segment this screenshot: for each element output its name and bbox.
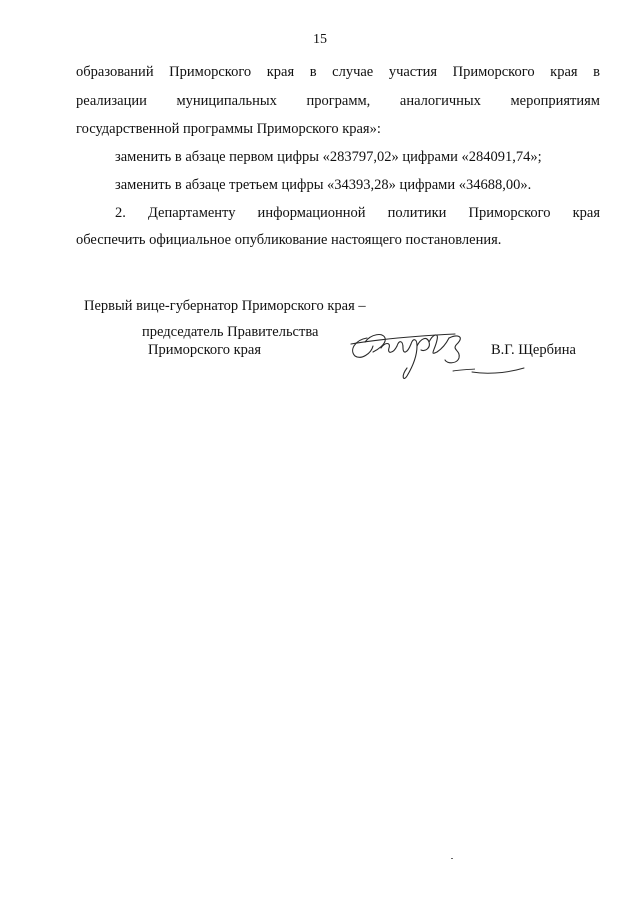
signer-position-line-1: Первый вице-губернатор Приморского края – — [84, 298, 366, 314]
page-number: 15 — [313, 32, 327, 47]
signer-position-line-2: председатель Правительства — [142, 324, 319, 340]
handwritten-signature — [345, 320, 475, 382]
body-line-1: образований Приморского края в случае участия Приморского края в — [76, 64, 600, 80]
body-line-7: обеспечить официальное опубликование настоящего постановления. — [76, 232, 502, 248]
body-line-4: заменить в абзаце первом цифры «283797,02» цифрами «284091,74»; — [115, 149, 542, 165]
scan-speck — [451, 858, 453, 859]
signer-name: В.Г. Щербина — [491, 342, 576, 358]
signer-position-line-3: Приморского края — [148, 342, 262, 358]
body-line-2: реализации муниципальных программ, аналогичных мероприятиям — [76, 93, 600, 109]
body-line-6: 2. Департаменту информационной политики Приморского края — [115, 205, 600, 221]
signature-underline-stroke — [470, 362, 530, 376]
body-line-3: государственной программы Приморского края»: — [76, 121, 381, 137]
body-line-5: заменить в абзаце третьем цифры «34393,28» цифрами «34688,00». — [115, 177, 532, 193]
